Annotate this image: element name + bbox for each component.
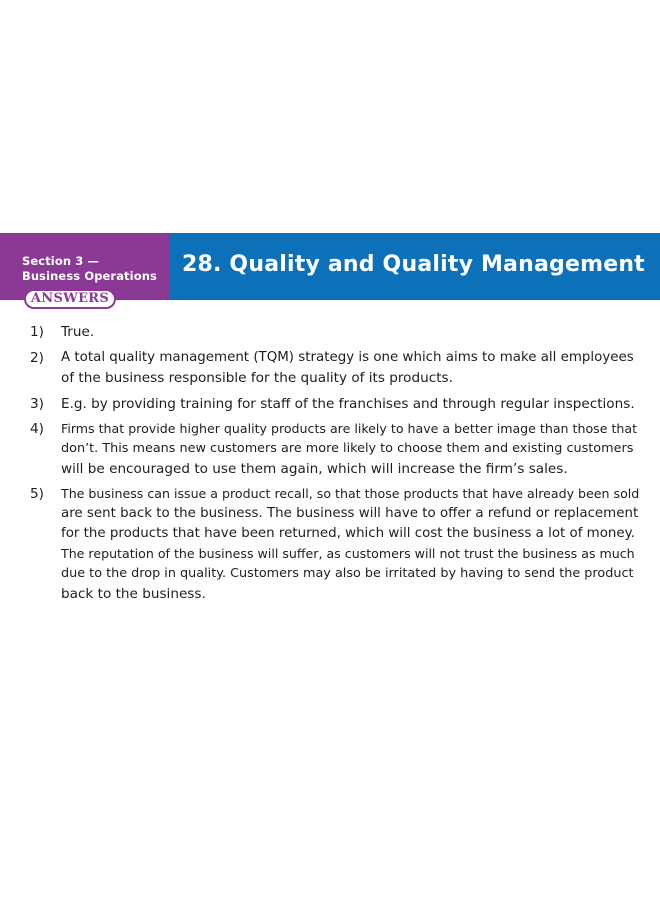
- answers-tab: [24, 289, 116, 309]
- answer-line: True.: [61, 324, 95, 340]
- answer-line: The business can issue a product recall, so that those products that have already been sold: [61, 486, 640, 501]
- answer-line: Firms that provide higher quality products are likely to have a better image than those that: [61, 421, 638, 436]
- answer-number: 4): [30, 421, 44, 437]
- answer-text: [61, 394, 636, 414]
- answer-text: [61, 348, 636, 388]
- answer-line: of the business responsible for the quality of its products.: [61, 370, 453, 386]
- section-name: Business Operations: [22, 269, 157, 283]
- answer-text: [61, 419, 636, 479]
- section-number: Section 3 —: [22, 254, 100, 268]
- answer-line: back to the business.: [61, 586, 206, 602]
- answer-line: don’t. This means new customers are more likely to choose them and existing customers: [61, 441, 634, 456]
- answer-line: A total quality management (TQM) strategy is one which aims to make all employees: [61, 350, 634, 365]
- answer-line: due to the drop in quality. Customers may also be irritated by having to send the product: [61, 566, 634, 581]
- title-box: [170, 233, 660, 300]
- answer-line: E.g. by providing training for staff of the franchises and through regular inspections.: [61, 396, 635, 412]
- answer-number: 5): [30, 486, 44, 502]
- answer-line: are sent back to the business. The business will have to offer a refund or replacement: [61, 506, 639, 521]
- answer-number: 2): [30, 350, 44, 366]
- answer-text: [61, 322, 636, 342]
- answers-label: ANSWERS: [30, 291, 110, 306]
- answer-line: for the products that have been returned, which will cost the business a lot of money.: [61, 526, 635, 541]
- page-title: 28. Quality and Quality Management: [182, 252, 645, 277]
- answer-text: [61, 484, 640, 604]
- answer-line: will be encouraged to use them again, which will increase the firm’s sales.: [61, 461, 568, 477]
- answer-line: The reputation of the business will suffer, as customers will not trust the business as much: [61, 546, 635, 561]
- answer-number: 1): [30, 324, 44, 340]
- answer-number: 3): [30, 396, 44, 412]
